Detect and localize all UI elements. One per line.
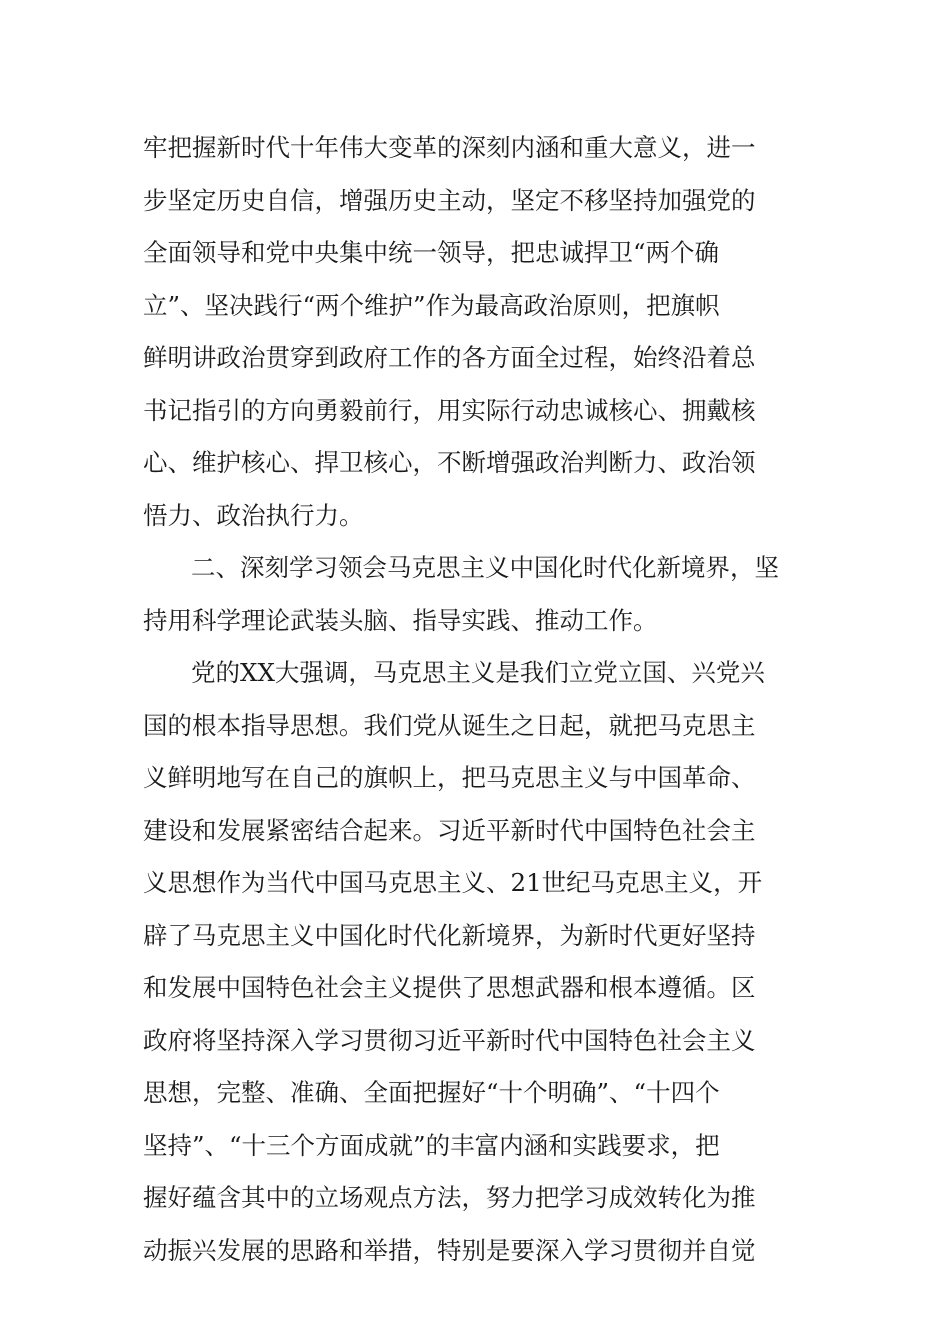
text-line: 政府将坚持深入学习贯彻习近平新时代中国特色社会主义 (143, 1025, 756, 1055)
text-line: 握好蕴含其中的立场观点方法，努力把学习成效转化为推 (143, 1183, 756, 1212)
text-line: 义鲜明地写在自己的旗帜上，把马克思主义与中国革命、 (143, 763, 756, 792)
text-line: 书记指引的方向勇毅前行，用实际行动忠诚核心、拥戴核 (143, 395, 756, 425)
text-line: 悟力、政治执行力。 (143, 500, 364, 530)
text-line: 动振兴发展的思路和举措，特别是要深入学习贯彻并自觉 (143, 1235, 756, 1265)
heading-line: 持用科学理论武装头脑、指导实践、推动工作。 (143, 605, 658, 635)
paragraph-continuation (143, 122, 808, 542)
text-line: 心、维护核心、捍卫核心，不断增强政治判断力、政治领 (143, 448, 756, 477)
text-line: 义思想作为当代中国马克思主义、21世纪马克思主义，开 (143, 868, 763, 897)
heading-line: 二、深刻学习领会马克思主义中国化时代化新境界，坚 (191, 553, 779, 582)
paragraph (143, 647, 808, 1277)
text-line: 牢把握新时代十年伟大变革的深刻内涵和重大意义，进一 (143, 133, 756, 162)
text-line: 坚持”、“十三个方面成就”的丰富内涵和实践要求，把 (143, 1130, 720, 1160)
text-line: 辟了马克思主义中国化时代化新境界，为新时代更好坚持 (143, 920, 756, 950)
text-line: 立”、坚决践行“两个维护”作为最高政治原则，把旗帜 (143, 290, 720, 320)
text-line: 鲜明讲政治贯穿到政府工作的各方面全过程，始终沿着总 (143, 343, 756, 372)
text-line: 思想，完整、准确、全面把握好“十个明确”、“十四个 (143, 1078, 720, 1107)
text-line: 步坚定历史自信，增强历史主动，坚定不移坚持加强党的 (143, 185, 756, 215)
document-body (143, 122, 808, 1277)
text-line: 全面领导和党中央集中统一领导，把忠诚捍卫“两个确 (143, 238, 720, 267)
section-heading (143, 542, 808, 647)
text-line: 国的根本指导思想。我们党从诞生之日起，就把马克思主 (143, 710, 756, 740)
text-line: 党的XX大强调，马克思主义是我们立党立国、兴党兴 (191, 658, 765, 687)
text-line: 建设和发展紧密结合起来。习近平新时代中国特色社会主 (143, 815, 756, 845)
text-line: 和发展中国特色社会主义提供了思想武器和根本遵循。区 (143, 973, 756, 1002)
